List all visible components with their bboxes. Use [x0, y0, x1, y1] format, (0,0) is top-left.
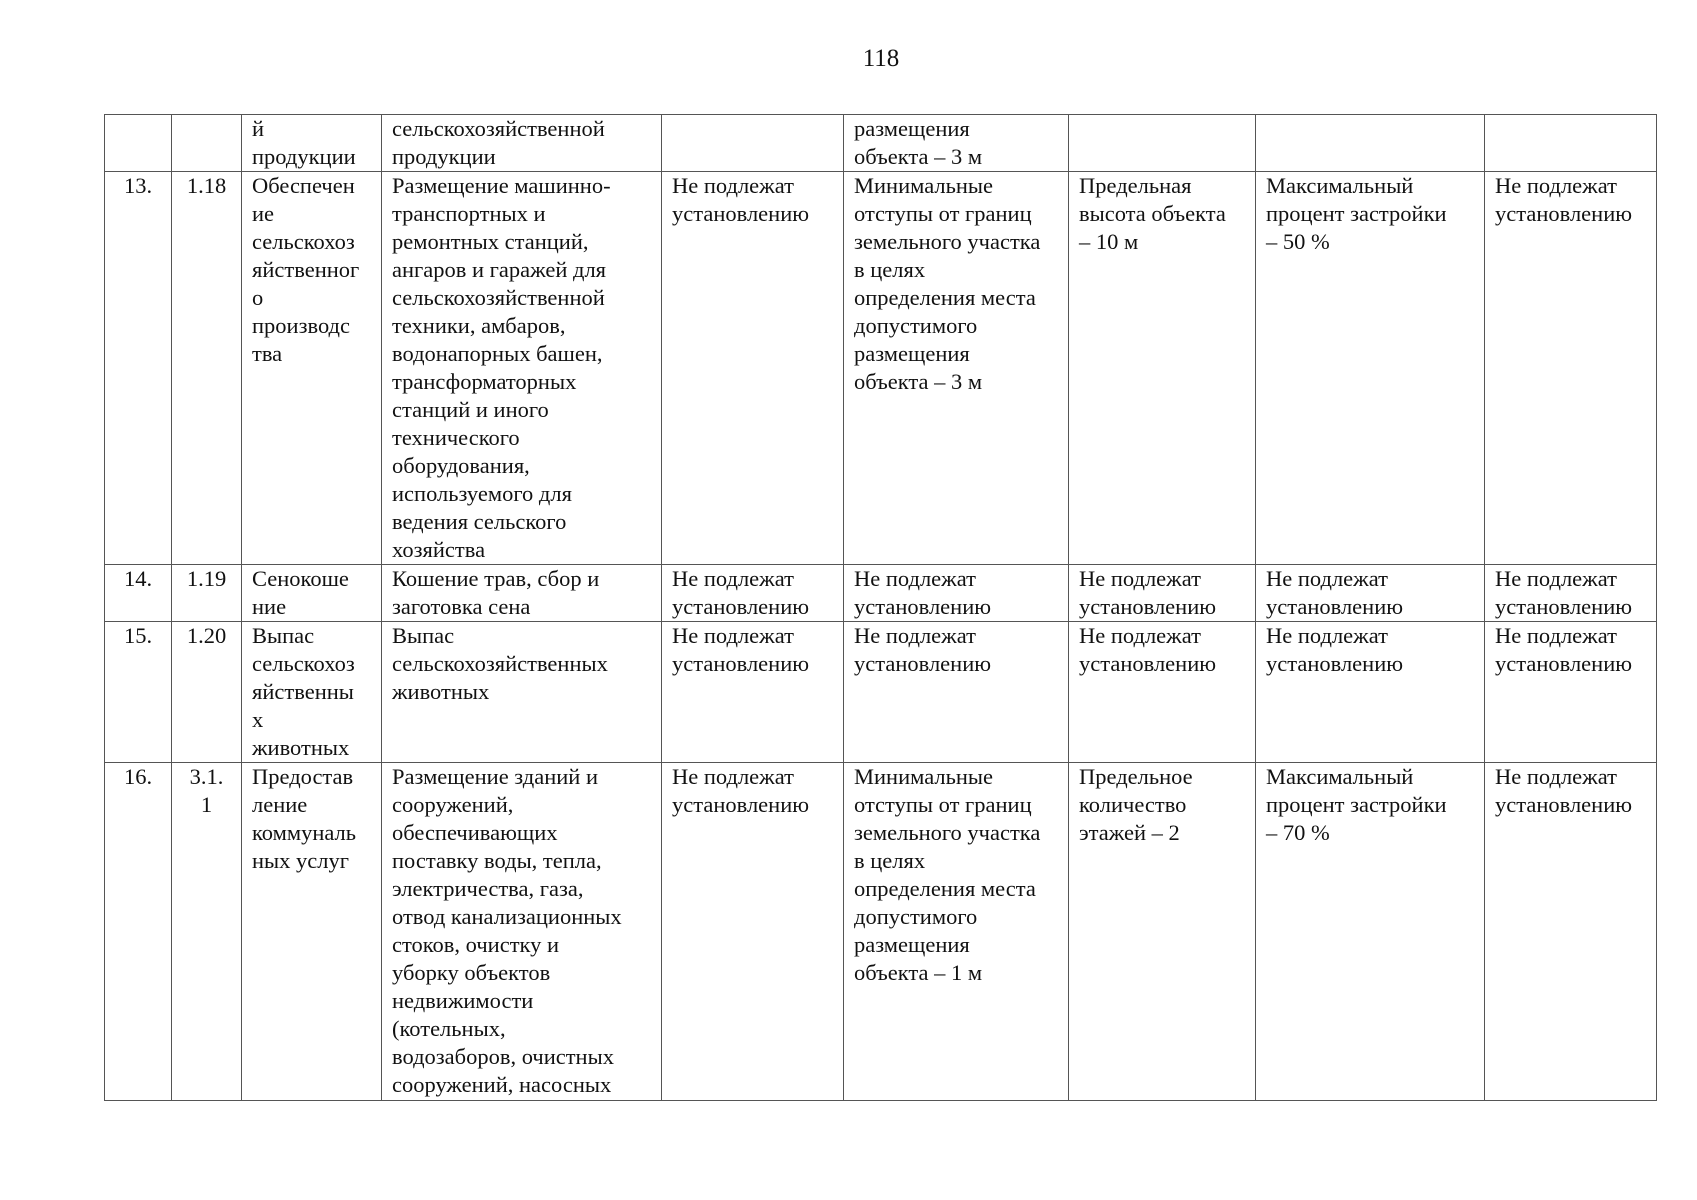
area-limits: Не подлежат установлению [672, 173, 810, 226]
area-limits-cell [662, 115, 844, 172]
other-params: Не подлежат установлению [1495, 566, 1633, 619]
use-code: 3.1. 1 [189, 764, 224, 817]
table-row [105, 565, 1657, 622]
other-params: Не подлежат установлению [1495, 764, 1633, 817]
row-number: 16. [123, 764, 153, 789]
coverage-cell [1256, 115, 1485, 172]
setbacks: размещения объекта – 3 м [854, 116, 983, 169]
use-code: 1.19 [186, 566, 227, 591]
setbacks-cell [844, 172, 1069, 565]
use-description-cell [382, 565, 662, 622]
row-number-cell [105, 622, 172, 763]
use-description: Кошение трав, сбор и заготовка сена [392, 566, 600, 619]
use-name: й продукции [252, 116, 356, 169]
area-limits-cell [662, 172, 844, 565]
use-description: Размещение зданий и сооружений, обеспечивающих поставку воды, тепла, электричества, газа, отвод канализационных стоков, очистку и уборку объектов недвижимости (котельных, водозаборов, очистных сооружений, насосных [392, 764, 622, 1097]
setbacks: Минимальные отступы от границ земельного участка в целях определения места допустимого размещения объекта – 1 м [854, 764, 1041, 985]
area-limits: Не подлежат установлению [672, 623, 810, 676]
use-code-cell [172, 763, 242, 1101]
height-floors-cell [1069, 565, 1256, 622]
other-params-cell [1485, 565, 1657, 622]
use-name-cell [242, 172, 382, 565]
table-row [105, 763, 1657, 1101]
use-name: Сенокоше ние [252, 566, 349, 619]
other-params-cell [1485, 172, 1657, 565]
other-params: Не подлежат установлению [1495, 623, 1633, 676]
area-limits: Не подлежат установлению [672, 764, 810, 817]
use-description-cell [382, 622, 662, 763]
area-limits-cell [662, 622, 844, 763]
use-name-cell [242, 763, 382, 1101]
area-limits-cell [662, 763, 844, 1101]
use-name: Выпас сельскохоз яйственны х животных [252, 623, 355, 760]
height-floors-cell [1069, 622, 1256, 763]
setbacks-cell [844, 115, 1069, 172]
height-floors: Не подлежат установлению [1079, 566, 1217, 619]
row-number-cell [105, 565, 172, 622]
use-code-cell [172, 172, 242, 565]
row-number-cell [105, 115, 172, 172]
use-code: 1.20 [186, 623, 227, 648]
row-number: 13. [123, 173, 153, 198]
table-row [105, 172, 1657, 565]
coverage: Максимальный процент застройки – 50 % [1266, 173, 1447, 254]
use-code-cell [172, 565, 242, 622]
height-floors-cell [1069, 115, 1256, 172]
other-params-cell [1485, 622, 1657, 763]
setbacks-cell [844, 622, 1069, 763]
setbacks-cell [844, 763, 1069, 1101]
use-name: Обеспечен ие сельскохоз яйственног о производс тва [252, 173, 360, 366]
use-description-cell [382, 172, 662, 565]
use-description: Размещение машинно- транспортных и ремонтных станций, ангаров и гаражей для сельскохозяйственной техники, амбаров, водонапорных башен, трансформаторных станций и иного технического оборудования, используемого для ведения сельского хозяйства [392, 173, 611, 562]
setbacks: Не подлежат установлению [854, 623, 992, 676]
use-code-cell [172, 115, 242, 172]
other-params: Не подлежат установлению [1495, 173, 1633, 226]
coverage-cell [1256, 763, 1485, 1101]
height-floors: Не подлежат установлению [1079, 623, 1217, 676]
use-description: сельскохозяйственной продукции [392, 116, 605, 169]
setbacks: Не подлежат установлению [854, 566, 992, 619]
height-floors: Предельное количество этажей – 2 [1079, 764, 1193, 845]
coverage-cell [1256, 172, 1485, 565]
setbacks-cell [844, 565, 1069, 622]
height-floors-cell [1069, 172, 1256, 565]
other-params-cell [1485, 115, 1657, 172]
use-name-cell [242, 115, 382, 172]
use-name-cell [242, 622, 382, 763]
use-name: Предостав ление коммуналь ных услуг [252, 764, 357, 873]
use-description-cell [382, 115, 662, 172]
height-floors: Предельная высота объекта – 10 м [1079, 173, 1226, 254]
area-limits: Не подлежат установлению [672, 566, 810, 619]
row-number-cell [105, 172, 172, 565]
row-number: 14. [123, 566, 153, 591]
height-floors-cell [1069, 763, 1256, 1101]
area-limits-cell [662, 565, 844, 622]
coverage-cell [1256, 622, 1485, 763]
use-description: Выпас сельскохозяйственных животных [392, 623, 608, 704]
page-number: 118 [862, 45, 900, 72]
setbacks: Минимальные отступы от границ земельного участка в целях определения места допустимого размещения объекта – 3 м [854, 173, 1041, 394]
coverage: Не подлежат установлению [1266, 623, 1404, 676]
coverage-cell [1256, 565, 1485, 622]
coverage: Не подлежат установлению [1266, 566, 1404, 619]
row-number: 15. [123, 623, 153, 648]
other-params-cell [1485, 763, 1657, 1101]
coverage: Максимальный процент застройки – 70 % [1266, 764, 1447, 845]
use-description-cell [382, 763, 662, 1101]
use-code: 1.18 [186, 173, 227, 198]
use-code-cell [172, 622, 242, 763]
table-row [105, 622, 1657, 763]
zoning-regulations-table [104, 114, 1657, 1101]
table-row-continuation [105, 115, 1657, 172]
use-name-cell [242, 565, 382, 622]
row-number-cell [105, 763, 172, 1101]
